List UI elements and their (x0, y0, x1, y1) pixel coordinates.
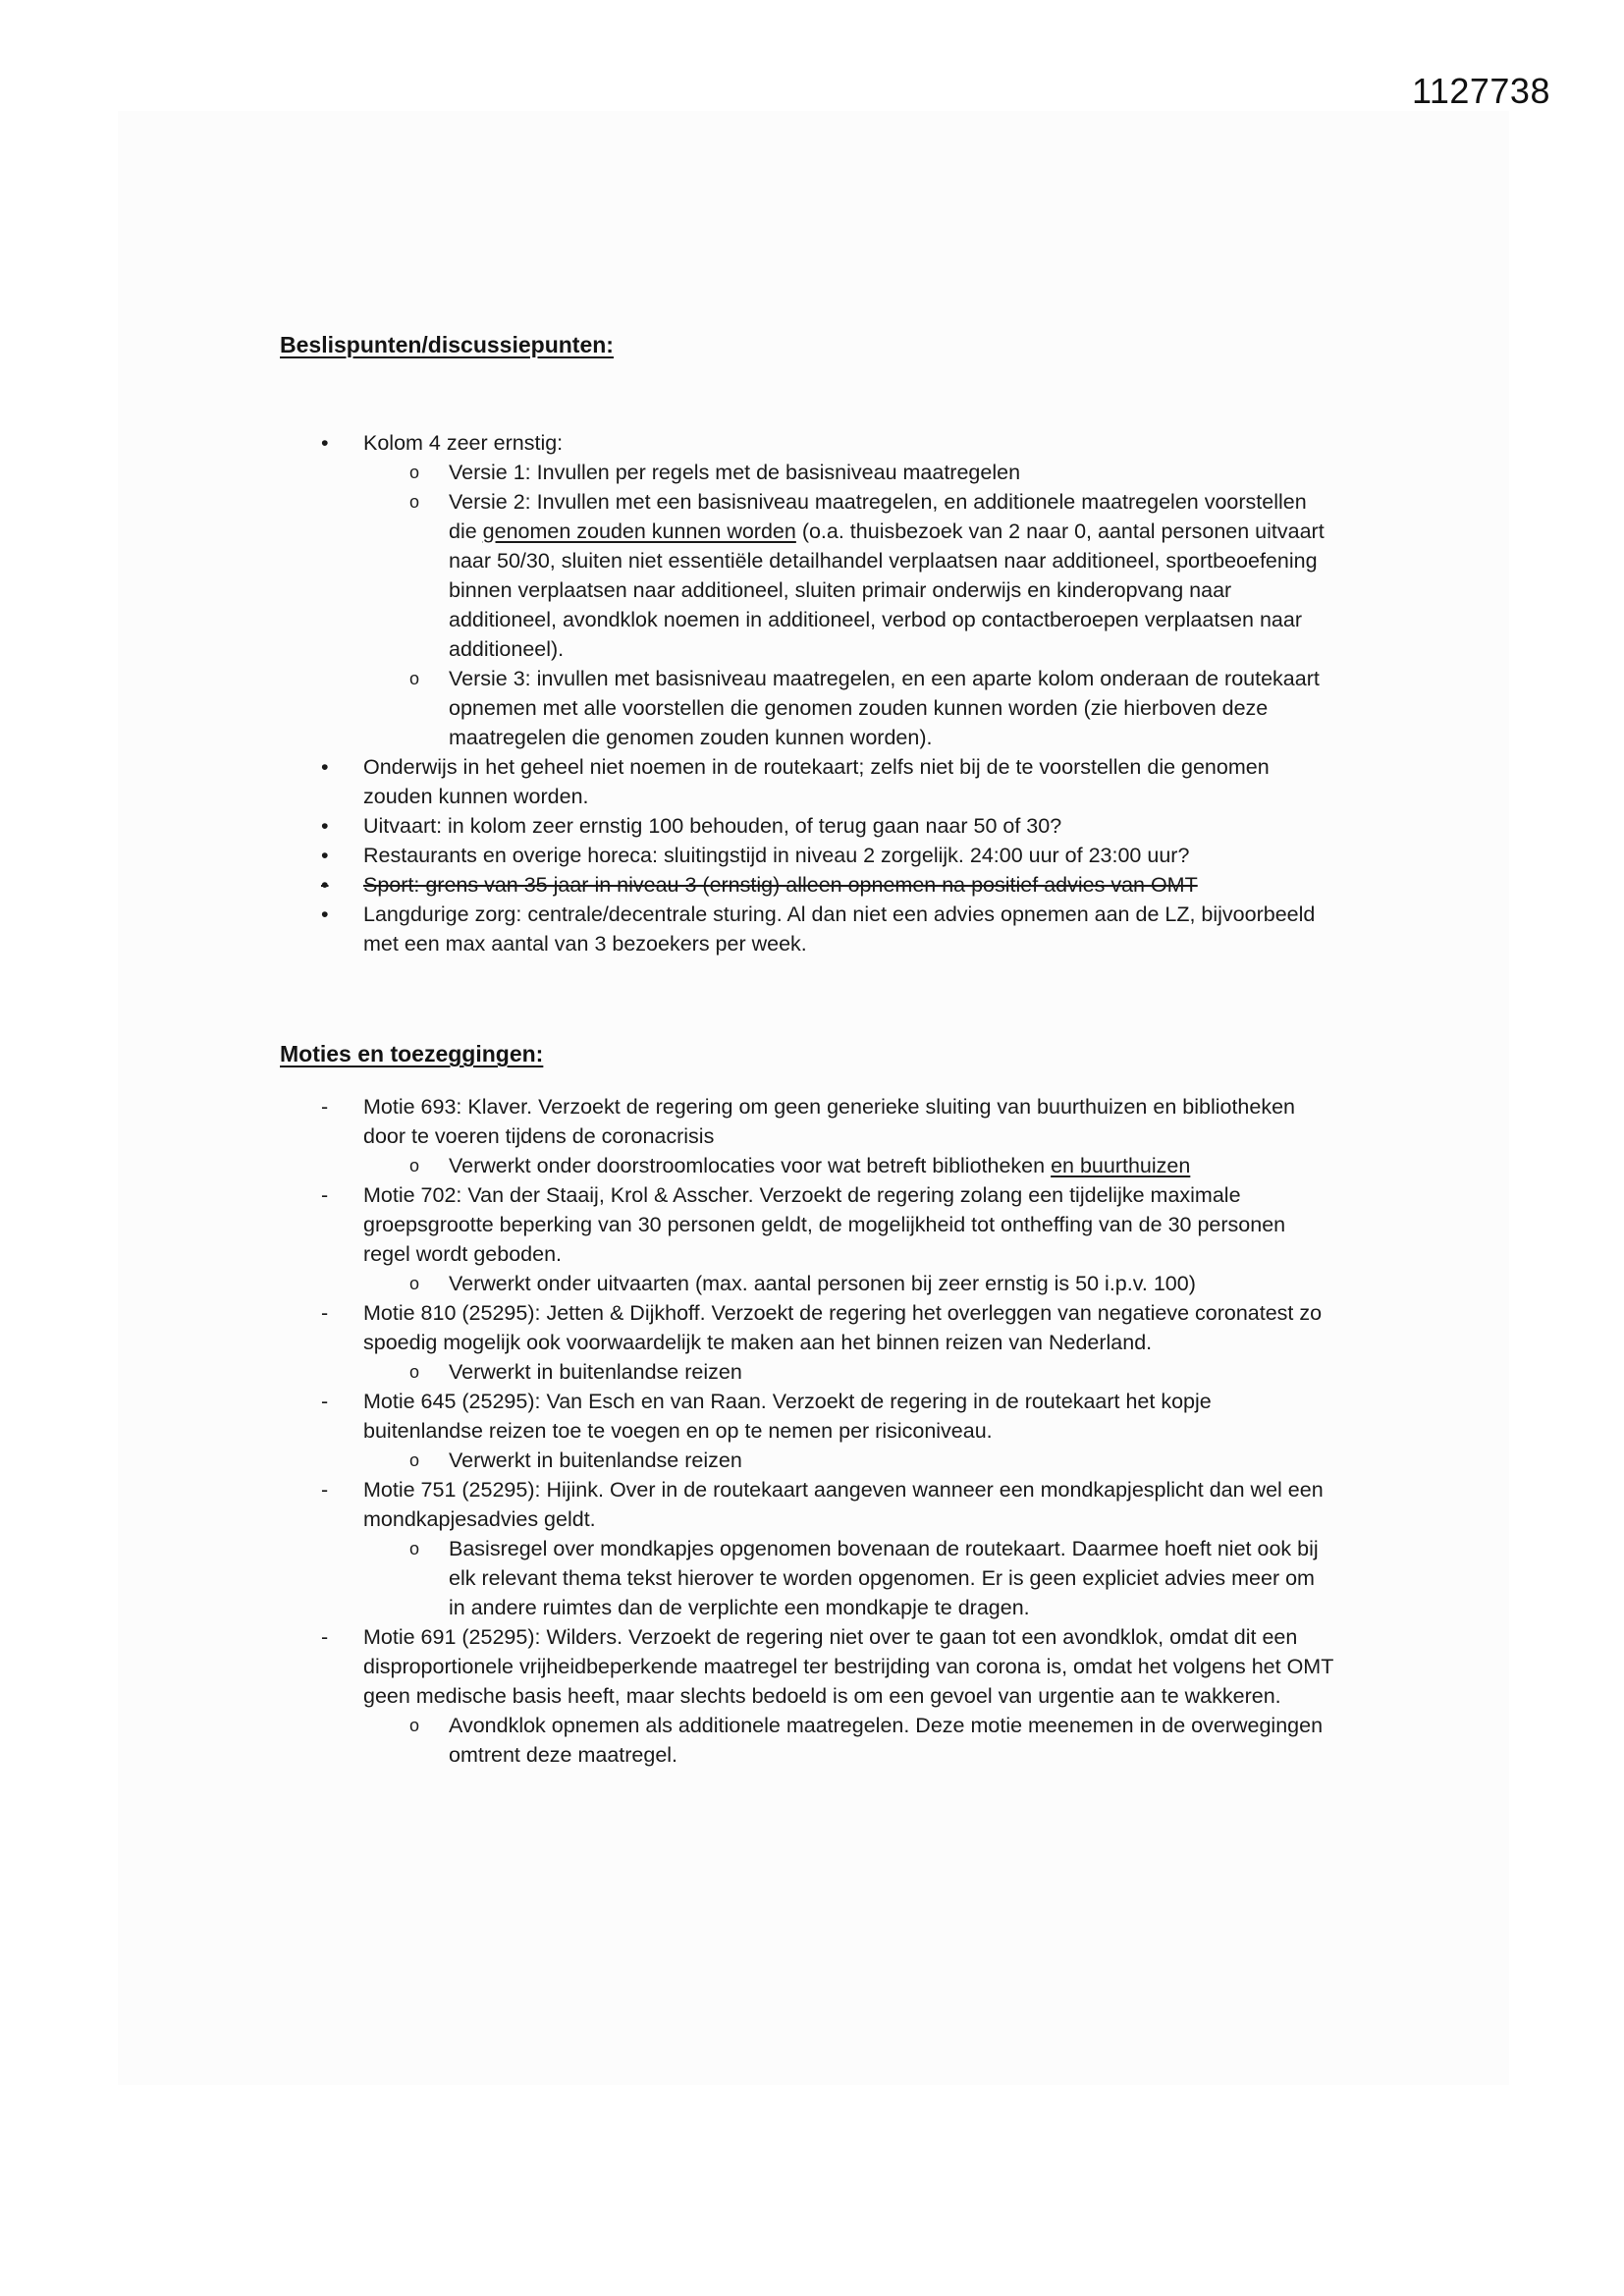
section-items-moties (280, 1092, 1409, 1770)
dash-marker-icon: - (321, 1625, 329, 1649)
bullet-marker-icon: • (321, 814, 329, 838)
circle-marker-icon: o (409, 1716, 420, 1735)
circle-marker-icon: o (409, 1362, 420, 1382)
list-item (280, 1180, 1335, 1269)
list-item-text (363, 1478, 1324, 1531)
dash-marker-icon: - (321, 1095, 329, 1119)
circle-marker-icon: o (409, 669, 420, 688)
list-item (280, 811, 1335, 841)
circle-marker-icon: o (409, 1274, 420, 1293)
dash-marker-icon: - (321, 1390, 329, 1413)
list-item-text (449, 1714, 1323, 1767)
list-item-text (449, 667, 1320, 749)
text-segment: Motie 751 (25295): Hijink. Over in de routekaart aangeven wanneer een mondkapjesplicht dan wel een mondkapjesadvies geldt. (363, 1478, 1324, 1531)
list-item (280, 1298, 1335, 1357)
list-item (280, 1151, 1332, 1180)
list-item-text (363, 1625, 1333, 1708)
text-segment: Uitvaart: in kolom zeer ernstig 100 behouden, of terug gaan naar 50 of 30? (363, 814, 1062, 838)
text-segment: Verwerkt in buitenlandse reizen (449, 1360, 742, 1384)
bullet-marker-icon: • (321, 902, 329, 926)
list-item-text (363, 755, 1270, 808)
circle-marker-icon: o (409, 1156, 420, 1175)
text-segment: Versie 3: invullen met basisniveau maatregelen, en een aparte kolom onderaan de routekaart opnemen met alle voorstellen die genomen zouden kunnen worden (zie hierboven deze maatregelen die genomen zouden kunnen worden). (449, 667, 1320, 749)
list-item (280, 1711, 1332, 1770)
list-item-text (363, 1183, 1285, 1266)
list-item (280, 1622, 1335, 1711)
list-item (280, 1092, 1335, 1151)
list-item (280, 1269, 1332, 1298)
list-item-text (363, 844, 1189, 867)
text-segment: Onderwijs in het geheel niet noemen in de routekaart; zelfs niet bij de te voorstellen die genomen zouden kunnen worden. (363, 755, 1270, 808)
text-segment: Sport: grens van 35 jaar in niveau 3 (ernstig) alleen opnemen na positief advies van OMT (363, 873, 1198, 897)
dash-marker-icon: - (321, 1478, 329, 1502)
dash-marker-icon: - (321, 1301, 329, 1325)
list-item (280, 1534, 1332, 1622)
text-segment: Versie 2: Invullen met een basisniveau maatregelen, en additionele maatregelen voorstellen die (449, 490, 1307, 543)
text-segment: Restaurants en overige horeca: sluitingstijd in niveau 2 zorgelijk. 24:00 uur of 23:00 uur? (363, 844, 1190, 867)
circle-marker-icon: o (409, 492, 420, 512)
section-heading-beslispunten: Beslispunten/discussiepunten: (280, 332, 614, 357)
list-item (280, 428, 1335, 458)
list-item (280, 1357, 1332, 1387)
text-segment: Basisregel over mondkapjes opgenomen bovenaan de routekaart. Daarmee hoeft niet ook bij elk relevant thema tekst hierover te worden opgenomen. Er is geen expliciet advies meer om in andere ruimtes dan de verplichte een mondkapje te dragen. (449, 1537, 1319, 1619)
list-item-text (363, 431, 563, 455)
list-item (280, 1387, 1335, 1446)
list-item-text (449, 461, 1020, 484)
list-item-text (449, 1449, 742, 1472)
text-segment: Verwerkt in buitenlandse reizen (449, 1449, 742, 1472)
document-number: 1127738 (1412, 71, 1550, 111)
list-item (280, 458, 1332, 487)
section-beslispunten (280, 330, 1409, 958)
list-item (280, 870, 1335, 900)
bullet-marker-icon: • (321, 755, 329, 779)
list-item-text (363, 873, 1198, 897)
text-segment: Verwerkt onder uitvaarten (max. aantal personen bij zeer ernstig is 50 i.p.v. 100) (449, 1272, 1196, 1295)
section-items-beslispunten (280, 428, 1409, 958)
list-item (280, 841, 1335, 870)
text-segment: Kolom 4 zeer ernstig: (363, 431, 564, 455)
text-segment: Verwerkt onder doorstroomlocaties voor wat betreft bibliotheken (449, 1154, 1052, 1177)
text-segment: Motie 810 (25295): Jetten & Dijkhoff. Verzoekt de regering het overleggen van negatieve coronatest zo spoedig mogelijk ook voorwaardelijk te maken aan het binnen reizen van Nederland. (363, 1301, 1323, 1354)
list-item-text (363, 814, 1061, 838)
text-segment: (o.a. thuisbezoek van 2 naar 0, aantal personen uitvaart naar 50/30, sluiten niet essentiële detailhandel verplaatsen naar additioneel, sportbeoefening binnen verplaatsen naar additioneel, sluiten primair onderwijs en kinderopvang naar additioneel, avondklok noemen in additioneel, verbod op contactberoepen verplaatsen naar additioneel). (449, 519, 1325, 661)
list-item-text (363, 1301, 1322, 1354)
list-item-text (449, 1360, 742, 1384)
list-item (280, 1446, 1332, 1475)
list-item (280, 487, 1332, 664)
circle-marker-icon: o (409, 463, 420, 482)
list-item-text (449, 1537, 1319, 1619)
list-item (280, 664, 1332, 752)
text-segment: Motie 691 (25295): Wilders. Verzoekt de regering niet over te gaan tot een avondklok, omdat dit een disproportionele vrijheidbeperkende maatregel ter bestrijding van corona is, omdat het volgens het OMT geen medische basis heeft, maar slechts bedoeld is om een gevoel van urgentie aan te wakkeren. (363, 1625, 1333, 1708)
section-moties (280, 1039, 1409, 1770)
list-item (280, 1475, 1335, 1534)
list-item-text (449, 1272, 1196, 1295)
list-item-text (363, 1095, 1295, 1148)
underlined-text: genomen zouden kunnen worden (482, 519, 796, 543)
text-segment: Versie 1: Invullen per regels met de basisniveau maatregelen (449, 461, 1021, 484)
list-item-text (363, 902, 1315, 956)
text-segment: Langdurige zorg: centrale/decentrale sturing. Al dan niet een advies opnemen aan de LZ, bijvoorbeeld met een max aantal van 3 bezoekers per week. (363, 902, 1316, 956)
bullet-marker-icon: • (321, 844, 329, 867)
list-item (280, 900, 1335, 958)
text-segment: Avondklok opnemen als additionele maatregelen. Deze motie meenemen in de overwegingen omtrent deze maatregel. (449, 1714, 1324, 1767)
dash-marker-icon: - (321, 1183, 329, 1207)
list-item-text (363, 1390, 1212, 1443)
list-item (280, 752, 1335, 811)
bullet-marker-icon: • (321, 873, 329, 897)
circle-marker-icon: o (409, 1450, 420, 1470)
text-segment: Motie 693: Klaver. Verzoekt de regering om geen generieke sluiting van buurthuizen en bibliotheken door te voeren tijdens de coronacrisis (363, 1095, 1296, 1148)
list-item-text (449, 1154, 1190, 1177)
list-item-text (449, 490, 1325, 661)
section-heading-moties: Moties en toezeggingen: (280, 1041, 544, 1066)
circle-marker-icon: o (409, 1539, 420, 1558)
text-segment: Motie 645 (25295): Van Esch en van Raan. Verzoekt de regering in de routekaart het kopje buitenlandse reizen toe te voegen en op te nemen per risiconiveau. (363, 1390, 1212, 1443)
bullet-marker-icon: • (321, 431, 329, 455)
text-segment: Motie 702: Van der Staaij, Krol & Asscher. Verzoekt de regering zolang een tijdelijke maximale groepsgrootte beperking van 30 personen geldt, de mogelijkheid tot ontheffing van de 30 personen regel wordt geboden. (363, 1183, 1286, 1266)
underlined-text: en buurthuizen (1051, 1154, 1191, 1177)
